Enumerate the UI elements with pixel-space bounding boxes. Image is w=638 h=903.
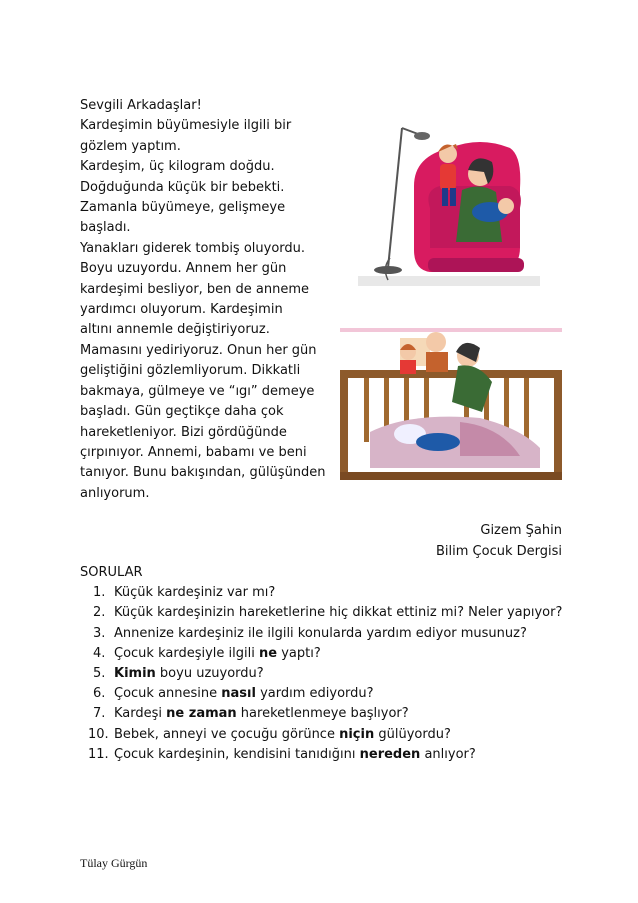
family-changing-baby-illustration xyxy=(340,322,562,482)
question-text: Çocuk annesine xyxy=(114,686,222,702)
question-keyword: ne xyxy=(258,645,278,661)
story-line: gözlem yaptım. xyxy=(80,138,181,154)
question-number: 10. xyxy=(88,726,109,742)
story-line: Zamanla büyümeye, gelişmeye xyxy=(80,200,286,216)
question-number: 1. xyxy=(93,585,106,601)
credit-author: Gizem Şahin xyxy=(480,523,562,538)
question-text: Bebek, anneyi ve çocuğu görünce xyxy=(114,726,340,742)
question-item xyxy=(80,684,570,704)
story-line: başladı. Gün geçtikçe daha çok xyxy=(80,404,284,420)
article-credit xyxy=(436,520,562,562)
credit-source: Bilim Çocuk Dergisi xyxy=(435,544,562,559)
footer-author: Tülay Gürgün xyxy=(80,856,148,870)
story-line: çırpınıyor. Annemi, babamı ve beni xyxy=(80,444,307,460)
question-text: Küçük kardeşiniz var mı? xyxy=(114,585,276,601)
question-text: Çocuk kardeşiyle ilgili xyxy=(114,645,259,661)
question-keyword: ne zaman xyxy=(166,706,237,722)
question-item xyxy=(80,704,570,724)
question-keyword: nasıl xyxy=(221,686,256,702)
question-text-end: yardım ediyordu? xyxy=(255,686,374,702)
question-text: Küçük kardeşinizin hareketlerine hiç dikkat ettiniz mi? Neler yapıyor? xyxy=(114,605,563,621)
story-line: başladı. xyxy=(80,220,131,236)
question-text: Çocuk kardeşinin, kendisini tanıdığını xyxy=(114,746,360,762)
question-item xyxy=(80,745,570,765)
questions-list xyxy=(80,583,570,765)
question-number: 3. xyxy=(93,625,106,641)
question-text-end: yaptı? xyxy=(277,645,321,661)
question-number: 7. xyxy=(93,706,106,722)
question-number: 5. xyxy=(93,666,106,682)
story-line: anlıyorum. xyxy=(80,485,150,501)
story-text xyxy=(80,96,350,504)
story-line: geliştiğini gözlemliyorum. Dikkatli xyxy=(80,363,301,379)
question-item xyxy=(80,603,570,623)
question-text: Kardeşi xyxy=(114,706,167,722)
story-line: Kardeşimin büyümesiyle ilgili bir xyxy=(80,118,292,134)
questions-heading: SORULAR xyxy=(80,565,143,580)
story-line: tanıyor. Bunu bakışından, gülüşünden xyxy=(80,465,326,481)
story-line: Yanakları giderek tombiş oluyordu. xyxy=(80,240,306,256)
question-text-end: anlıyor? xyxy=(420,746,476,762)
questions-section xyxy=(80,563,570,765)
question-number: 6. xyxy=(93,686,106,702)
mother-feeding-baby-illustration xyxy=(340,108,540,290)
question-item xyxy=(80,583,570,603)
story-line: Mamasını yediriyoruz. Onun her gün xyxy=(80,342,317,358)
question-text-end: gülüyordu? xyxy=(374,726,451,742)
story-line: Doğduğunda küçük bir bebekti. xyxy=(80,179,285,195)
story-line: hareketleniyor. Bizi gördüğünde xyxy=(80,424,287,440)
question-item xyxy=(80,725,570,745)
question-keyword: niçin xyxy=(339,726,375,742)
question-item xyxy=(80,664,570,684)
question-number: 4. xyxy=(93,645,106,661)
story-line: yardımcı oluyorum. Kardeşimin xyxy=(80,302,283,318)
question-number: 2. xyxy=(93,605,106,621)
question-item xyxy=(80,624,570,644)
story-line: Kardeşim, üç kilogram doğdu. xyxy=(80,159,275,175)
question-text: Annenize kardeşiniz ile ilgili konularda yardım ediyor musunuz? xyxy=(114,625,527,641)
question-keyword: Kimin xyxy=(114,666,156,682)
story-line: altını annemle değiştiriyoruz. xyxy=(80,322,270,338)
story-line: Sevgili Arkadaşlar! xyxy=(80,98,202,113)
question-keyword: nereden xyxy=(359,746,421,762)
story-line: bakmaya, gülmeye ve “ıgı” demeye xyxy=(80,383,315,399)
question-number: 11. xyxy=(88,746,109,762)
question-item xyxy=(80,644,570,664)
story-line: Boyu uzuyordu. Annem her gün xyxy=(80,261,287,277)
question-text-end: boyu uzuyordu? xyxy=(155,666,264,682)
story-line: kardeşimi besliyor, ben de anneme xyxy=(80,281,310,297)
question-text-end: hareketlenmeye başlıyor? xyxy=(236,706,409,722)
